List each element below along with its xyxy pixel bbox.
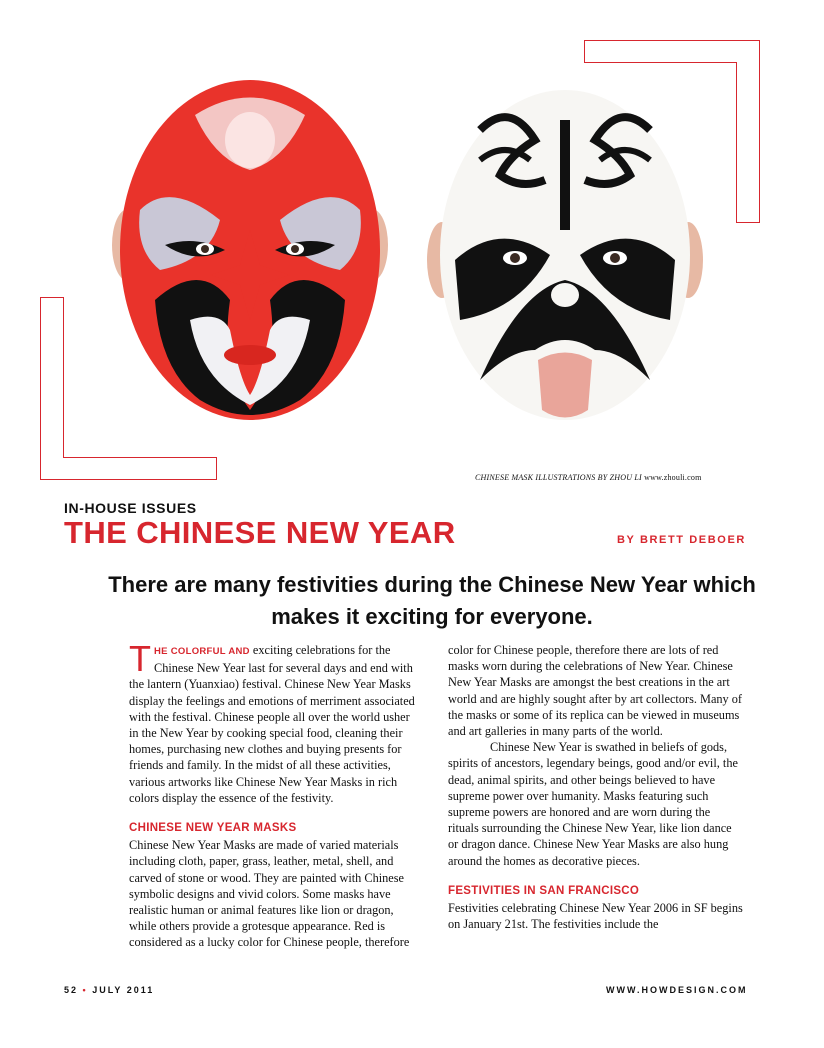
footer-folio xyxy=(64,985,154,995)
frame-top-right-inner-v xyxy=(736,62,737,222)
byline: BY BRETT DEBOER xyxy=(617,534,746,546)
page-number: 52 xyxy=(64,985,79,995)
footer-site: WWW.HOWDESIGN.COM xyxy=(606,985,748,995)
issue-date: JULY 2011 xyxy=(92,985,155,995)
intro-paragraph xyxy=(129,638,416,806)
frame-top-right-foot xyxy=(736,222,760,223)
bullet-icon: • xyxy=(82,985,88,995)
masks-paragraph-continued: color for Chinese people, therefore there are lots of red masks worn during the celebrations of New Year. Chinese New Year Masks are amongst the best creations in the art world and are highly sought after by art collectors. Many of the masks or some of its replica can be viewed in museums and art galleries in many parts of the world. xyxy=(448,643,743,739)
illustration-caption xyxy=(475,473,702,482)
frame-bottom-left-end xyxy=(216,457,217,479)
caption-url: www.zhouli.com xyxy=(644,473,702,482)
masks-paragraph: Chinese New Year Masks are made of varied materials including cloth, paper, grass, leather, metal, shell, and carved of stone or wood. They are painted with Chinese symbolic designs and vivid colors. Some masks have realistic human or animal features like lion or dragon, while others provide a grotesque appearance. Red is considered as a lucky color for Chinese people, therefore xyxy=(129,838,410,950)
san-francisco-paragraph: Festivities celebrating Chinese New Year 2006 in SF begins on January 21st. The festivities include the xyxy=(448,901,743,932)
lead-in: HE COLORFUL AND xyxy=(154,646,250,657)
frame-top-right-vertical xyxy=(759,40,760,222)
red-opera-mask-illustration xyxy=(100,70,400,460)
subhead-masks: CHINESE NEW YEAR MASKS xyxy=(129,822,297,835)
frame-bottom-left-vertical xyxy=(40,297,41,480)
intro-text: exciting celebrations for the Chinese New Year last for several days and end with the lantern (Yuanxiao) festival. Chinese New Year Masks display the feelings and emotions of merriment associated with the festival. Chinese people all over the world usher in the New Year by cooking special food, cleaning their homes, purchasing new clothes and buying presents for friends and family. In the midst of all these activities, various artworks like Chinese New Year Masks in rich colors display the essence of the festivity. xyxy=(129,643,415,805)
frame-bottom-left-cap xyxy=(40,297,63,298)
frame-bottom-left-inner-v xyxy=(63,297,64,457)
beliefs-paragraph: Chinese New Year is swathed in beliefs of gods, spirits of ancestors, legendary beings, good and/or evil, the dead, animal spirits, and other beings believed to have supreme power over humanity. Masks featuring such supreme powers are honored and are worn during the rituals surrounding the Chinese New Year, like lion dance or dragon dance. Chinese New Year Masks are also hung around the homes as decorative pieces. xyxy=(448,740,738,868)
section-kicker: IN-HOUSE ISSUES xyxy=(64,500,197,516)
frame-top-right-horizontal xyxy=(584,40,760,41)
subhead-san-francisco: FESTIVITIES IN SAN FRANCISCO xyxy=(448,884,640,897)
left-column xyxy=(129,638,416,952)
frame-bottom-left-horizontal xyxy=(40,479,217,480)
drop-cap: T xyxy=(129,638,151,679)
article-title: THE CHINESE NEW YEAR xyxy=(64,515,456,550)
article-deck: There are many festivities during the Chinese New Year which makes it exciting for everyone. xyxy=(108,572,756,629)
caption-text: CHINESE MASK ILLUSTRATIONS BY ZHOU LI xyxy=(475,473,642,482)
frame-top-right-left-end xyxy=(584,40,585,62)
frame-top-right-inner-h xyxy=(584,62,737,63)
right-column xyxy=(448,642,744,932)
white-opera-mask-illustration xyxy=(420,80,710,460)
